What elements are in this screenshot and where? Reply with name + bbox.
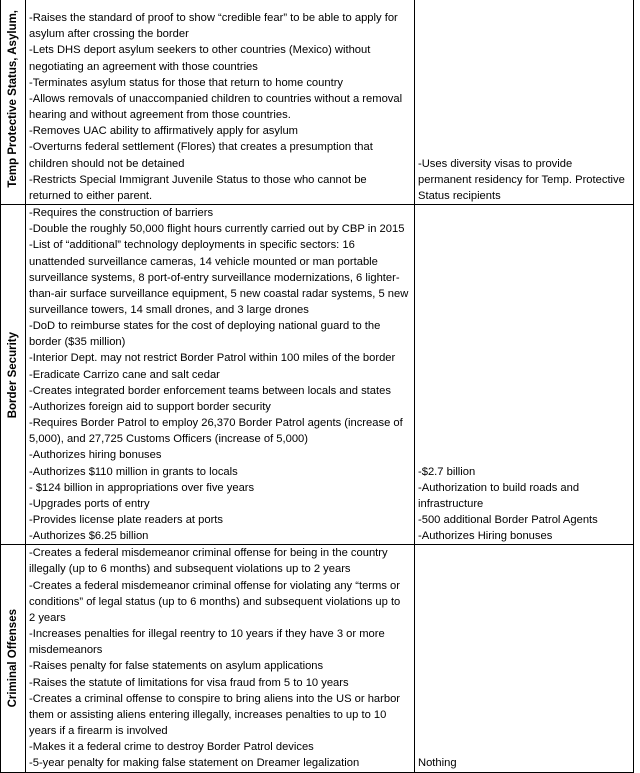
text-line: children should not be detained bbox=[29, 157, 185, 170]
row-category-cell bbox=[1, 0, 26, 205]
text-line: -Increases penalties for illegal reentry to 10 years if they have 3 or more bbox=[29, 628, 385, 641]
text-line: -DoD to reimburse states for the cost of deploying national guard to the bbox=[29, 320, 381, 333]
text-line: -Raises the standard of proof to show “credible fear” to be able to apply for bbox=[29, 12, 398, 25]
text-line: -Creates integrated border enforcement teams between locals and states bbox=[29, 384, 391, 397]
text-line: years if a firearm is involved bbox=[29, 725, 168, 738]
text-line: -Overturns federal settlement (Flores) that creates a presumption that bbox=[29, 141, 373, 154]
text-line: -Restricts Special Immigrant Juvenile Status to those who cannot be bbox=[29, 173, 367, 186]
row-category-cell bbox=[1, 545, 26, 772]
text-line: 2 years bbox=[29, 611, 66, 624]
comparison-cell bbox=[415, 0, 634, 205]
text-line: Nothing bbox=[418, 757, 457, 770]
row-category-label-criminal-offenses: Criminal Offenses bbox=[6, 609, 19, 708]
comparison-cell bbox=[415, 545, 634, 772]
text-line: returned to either parent. bbox=[29, 189, 153, 202]
text-line: -Requires the construction of barriers bbox=[29, 207, 214, 220]
text-line: -500 additional Border Patrol Agents bbox=[418, 514, 598, 526]
text-line: -Authorization to build roads and bbox=[418, 481, 580, 494]
text-line: -Allows removals of unaccompanied children to countries without a removal bbox=[29, 92, 403, 105]
text-line: surveillance towers, 14 small drones, and 3 large drones bbox=[29, 303, 309, 316]
table-row bbox=[1, 545, 634, 772]
row-category-cell bbox=[1, 205, 26, 545]
text-line: hearing and without agreement from those countries. bbox=[29, 109, 291, 122]
text-line: permanent residency for Temp. Protective bbox=[418, 173, 625, 186]
text-line: Status recipients bbox=[418, 189, 501, 202]
text-line: them or assisting aliens entering illegally, increases penalties to up to 10 bbox=[29, 708, 387, 721]
text-line: -Uses diversity visas to provide bbox=[418, 157, 573, 170]
row-category-label-temp-protective-status-asylum: Temp Protective Status, Asylum, bbox=[6, 10, 19, 188]
provisions-cell bbox=[26, 205, 415, 545]
text-line: -Removes UAC ability to affirmatively apply for asylum bbox=[29, 125, 299, 138]
text-line: border ($35 million) bbox=[29, 336, 126, 349]
text-line: -$2.7 billion bbox=[418, 465, 476, 478]
text-line: surveillance systems, 8 port-of-entry surveillance modernizations, 6 lighter- bbox=[29, 271, 400, 284]
text-line: -Authorizes foreign aid to support border security bbox=[29, 400, 271, 413]
text-line: unattended surveillance cameras, 14 vehicle mounted or man portable bbox=[29, 255, 378, 268]
text-line: -Creates a federal misdemeanor criminal offense for violating any “terms or bbox=[29, 579, 401, 592]
comparison-cell bbox=[415, 205, 634, 545]
table-body bbox=[1, 0, 634, 772]
text-line: misdemeanors bbox=[29, 644, 103, 657]
text-line: -Eradicate Carrizo cane and salt cedar bbox=[29, 368, 220, 381]
row-category-label-border-security: Border Security bbox=[6, 331, 19, 418]
text-line: - $124 billion in appropriations over five years bbox=[29, 481, 255, 494]
text-line: -List of “additional” technology deployments in specific sectors: 16 bbox=[29, 239, 355, 252]
provisions-cell bbox=[26, 0, 415, 205]
text-line: -Upgrades ports of entry bbox=[29, 497, 150, 510]
text-line: -Authorizes $6.25 billion bbox=[29, 530, 149, 543]
text-line: conditions” of legal status (up to 6 months) and subsequent violations up to bbox=[29, 595, 401, 608]
text-line: -Authorizes hiring bonuses bbox=[29, 449, 162, 462]
text-line: -Creates a criminal offense to conspire to bring aliens into the US or harbor bbox=[29, 692, 401, 705]
text-line: -Authorizes $110 million in grants to locals bbox=[29, 465, 238, 478]
text-line: -Makes it a federal crime to destroy Border Patrol devices bbox=[29, 741, 314, 754]
text-line: -5-year penalty for making false statement on Dreamer legalization bbox=[29, 757, 360, 770]
text-line: -Terminates asylum status for those that return to home country bbox=[29, 76, 344, 89]
text-line: 5,000), and 27,725 Customs Officers (increase of 5,000) bbox=[29, 433, 309, 446]
text-line: asylum after crossing the border bbox=[29, 28, 189, 41]
text-line: -Creates a federal misdemeanor criminal offense for being in the country bbox=[29, 547, 388, 560]
text-line: -Provides license plate readers at ports bbox=[29, 514, 224, 526]
text-line: -Raises penalty for false statements on asylum applications bbox=[29, 660, 324, 673]
text-line: illegally (up to 6 months) and subsequent violations up to 2 years bbox=[29, 563, 351, 576]
provisions-cell bbox=[26, 545, 415, 772]
text-line: -Authorizes Hiring bonuses bbox=[418, 530, 553, 543]
text-line: -Double the roughly 50,000 flight hours currently carried out by CBP in 2015 bbox=[29, 223, 405, 236]
text-line: infrastructure bbox=[418, 497, 484, 510]
text-line: than-air surface surveillance equipment, 5 new coastal radar systems, 5 new bbox=[29, 287, 409, 300]
table-row bbox=[1, 0, 634, 205]
text-line bbox=[29, 0, 412, 10]
table-row bbox=[1, 205, 634, 545]
text-line: negotiating an agreement with those countries bbox=[29, 60, 258, 73]
text-line: -Raises the statute of limitations for visa fraud from 5 to 10 years bbox=[29, 676, 349, 689]
text-line: -Requires Border Patrol to employ 26,370 Border Patrol agents (increase of bbox=[29, 417, 403, 430]
text-line: -Interior Dept. may not restrict Border Patrol within 100 miles of the border bbox=[29, 352, 396, 365]
text-line: -Lets DHS deport asylum seekers to other countries (Mexico) without bbox=[29, 44, 371, 57]
